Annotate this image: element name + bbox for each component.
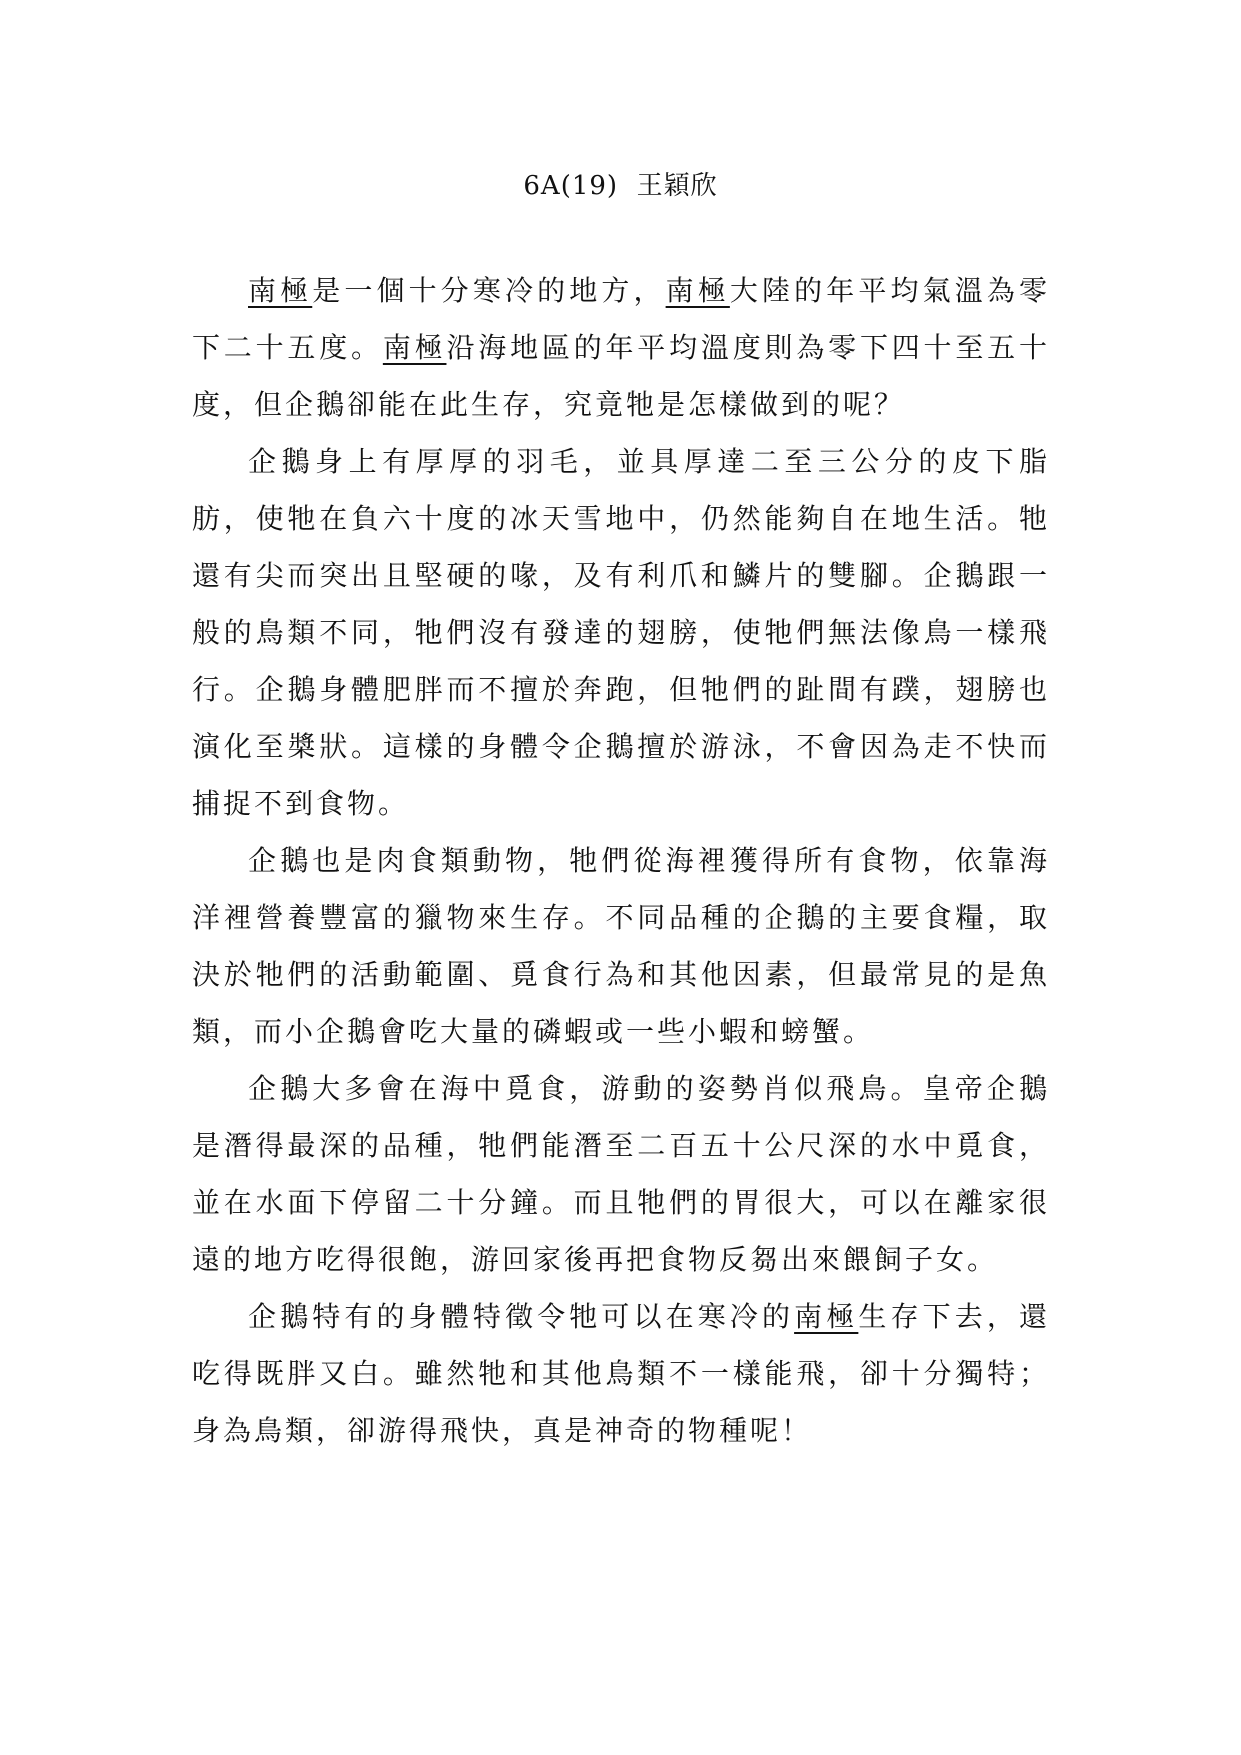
paragraph-text: 企鵝大多會在海中覓食，游動的姿勢肖似飛鳥。皇帝企鵝是潛得最深的品種，牠們能潛至二百五十公尺深的水中覓食，並在水面下停留二十分鐘。而且牠們的胃很大，可以在離家很遠的地方吃得很飽，游回家後再把食物反芻出來餵飼子女。 (192, 1072, 1050, 1276)
paragraph-text: 企鵝也是肉食類動物，牠們從海裡獲得所有食物，依靠海洋裡營養豐富的獵物來生存。不同品種的企鵝的主要食糧，取決於牠們的活動範圍、覓食行為和其他因素，但最常見的是魚類，而小企鵝會吃大量的磷蝦或一些小蝦和螃蟹。 (192, 844, 1050, 1048)
paragraph-3 (192, 832, 1050, 1060)
place-name-underlined: 南極 (665, 274, 730, 307)
paragraph-text: 大陸的年平均氣溫為零下二十五度。 (192, 274, 1050, 364)
paragraph-text: 企鵝身上有厚厚的羽毛，並具厚達二至三公分的皮下脂肪，使牠在負六十度的冰天雪地中，仍然能夠自在地生活。牠還有尖而突出且堅硬的喙，及有利爪和鱗片的雙腳。企鵝跟一般的鳥類不同，牠們沒有發達的翅膀，使牠們無法像鳥一樣飛行。企鵝身體肥胖而不擅於奔跑，但牠們的趾間有蹼，翅膀也演化至槳狀。這樣的身體令企鵝擅於游泳，不會因為走不快而捕捉不到食物。 (192, 445, 1050, 820)
paragraph-2 (192, 433, 1050, 832)
place-name-underlined: 南極 (248, 274, 313, 307)
paragraph-1 (192, 262, 1050, 433)
essay-body (192, 262, 1050, 1459)
document-title: 6A(19) 王穎欣 (523, 171, 718, 201)
place-name-underlined: 南極 (794, 1300, 859, 1333)
paragraph-text: 沿海地區的年平均溫度則為零下四十至五十度，但企鵝卻能在此生存，究竟牠是怎樣做到的呢？ (192, 331, 1050, 421)
paragraph-4 (192, 1060, 1050, 1288)
paragraph-text: 生存下去，還吃得既胖又白。雖然牠和其他鳥類不一樣能飛，卻十分獨特；身為鳥類，卻游得飛快，真是神奇的物種呢！ (192, 1300, 1050, 1447)
paragraph-5 (192, 1288, 1050, 1459)
paragraph-text: 企鵝特有的身體特徵令牠可以在寒冷的 (248, 1300, 795, 1333)
place-name-underlined: 南極 (382, 331, 447, 364)
paragraph-text: 是一個十分寒冷的地方， (312, 274, 666, 307)
